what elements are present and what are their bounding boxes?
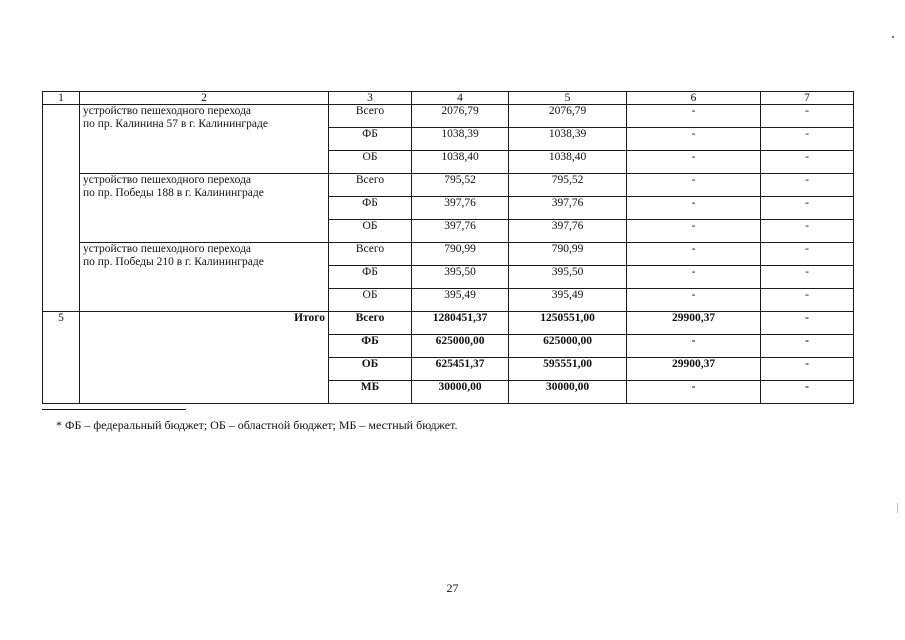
value-col5-cell: 1038,39 (509, 128, 627, 151)
project-name-line: по пр. Победы 210 в г. Калининграде (83, 256, 264, 268)
total-value-col4-cell: 30000,00 (412, 381, 509, 404)
value-col7-cell: - (761, 174, 854, 197)
value-col5-cell: 397,76 (509, 197, 627, 220)
value-col4-cell: 1038,39 (412, 128, 509, 151)
project-name-line: устройство пешеходного перехода (83, 174, 252, 186)
value-col5-cell: 395,49 (509, 289, 627, 312)
budget-table (42, 91, 854, 404)
scan-speck (892, 36, 894, 38)
value-col6-cell: - (627, 128, 761, 151)
value-col5-cell: 397,76 (509, 220, 627, 243)
project-name-line: по пр. Калинина 57 в г. Калининграде (83, 118, 268, 130)
table-row (43, 174, 854, 197)
row-number-cell (43, 105, 80, 312)
project-name-cell (80, 105, 329, 174)
value-col6-cell: - (627, 289, 761, 312)
col-number-2: 2 (80, 92, 329, 105)
source-cell: ФБ (329, 128, 412, 151)
value-col4-cell: 395,49 (412, 289, 509, 312)
col-number-3: 3 (329, 92, 412, 105)
total-value-col4-cell: 625451,37 (412, 358, 509, 381)
value-col5-cell: 395,50 (509, 266, 627, 289)
page-number: 27 (446, 581, 459, 595)
footnote: * ФБ – федеральный бюджет; ОБ – областной бюджет; МБ – местный бюджет. (56, 418, 458, 432)
source-cell: Всего (329, 243, 412, 266)
col-number-5: 5 (509, 92, 627, 105)
project-name-line: устройство пешеходного перехода (83, 105, 252, 117)
value-col7-cell: - (761, 197, 854, 220)
footnote-divider (42, 409, 186, 410)
total-value-col4-cell: 1280451,37 (412, 312, 509, 335)
value-col4-cell: 397,76 (412, 197, 509, 220)
source-cell: Всего (329, 105, 412, 128)
value-col6-cell: - (627, 151, 761, 174)
project-name-cell (80, 243, 329, 312)
col-number-4: 4 (412, 92, 509, 105)
total-value-col6-cell: 29900,37 (627, 358, 761, 381)
value-col6-cell: - (627, 266, 761, 289)
total-value-col6-cell: - (627, 381, 761, 404)
total-value-col4-cell: 625000,00 (412, 335, 509, 358)
source-cell: ФБ (329, 266, 412, 289)
value-col7-cell: - (761, 289, 854, 312)
total-value-col7-cell: - (761, 335, 854, 358)
value-col4-cell: 790,99 (412, 243, 509, 266)
value-col4-cell: 395,50 (412, 266, 509, 289)
source-cell: ОБ (329, 220, 412, 243)
source-cell: ОБ (329, 289, 412, 312)
total-value-col6-cell: - (627, 335, 761, 358)
total-value-col5-cell: 30000,00 (509, 381, 627, 404)
value-col6-cell: - (627, 105, 761, 128)
total-value-col7-cell: - (761, 358, 854, 381)
value-col6-cell: - (627, 197, 761, 220)
total-value-col7-cell: - (761, 381, 854, 404)
value-col6-cell: - (627, 220, 761, 243)
source-cell: ФБ (329, 197, 412, 220)
table-row (43, 105, 854, 128)
value-col7-cell: - (761, 243, 854, 266)
value-col6-cell: - (627, 243, 761, 266)
total-number-cell: 5 (43, 312, 80, 404)
total-value-col5-cell: 1250551,00 (509, 312, 627, 335)
value-col7-cell: - (761, 105, 854, 128)
source-cell: ОБ (329, 151, 412, 174)
total-label-cell: Итого (80, 312, 329, 404)
value-col5-cell: 2076,79 (509, 105, 627, 128)
project-name-line: устройство пешеходного перехода (83, 243, 252, 255)
value-col5-cell: 795,52 (509, 174, 627, 197)
scan-speck (897, 503, 898, 513)
col-number-6: 6 (627, 92, 761, 105)
total-source-cell: ОБ (329, 358, 412, 381)
value-col7-cell: - (761, 220, 854, 243)
project-name-cell (80, 174, 329, 243)
budget-table-body (43, 92, 854, 404)
value-col4-cell: 1038,40 (412, 151, 509, 174)
total-source-cell: МБ (329, 381, 412, 404)
value-col7-cell: - (761, 128, 854, 151)
col-number-1: 1 (43, 92, 80, 105)
total-row (43, 312, 854, 335)
value-col7-cell: - (761, 266, 854, 289)
value-col7-cell: - (761, 151, 854, 174)
total-value-col7-cell: - (761, 312, 854, 335)
total-source-cell: ФБ (329, 335, 412, 358)
value-col4-cell: 2076,79 (412, 105, 509, 128)
total-source-cell: Всего (329, 312, 412, 335)
value-col4-cell: 397,76 (412, 220, 509, 243)
value-col5-cell: 790,99 (509, 243, 627, 266)
project-name-line: по пр. Победы 188 в г. Калининграде (83, 187, 264, 199)
total-value-col6-cell: 29900,37 (627, 312, 761, 335)
column-number-row (43, 92, 854, 105)
value-col5-cell: 1038,40 (509, 151, 627, 174)
source-cell: Всего (329, 174, 412, 197)
col-number-7: 7 (761, 92, 854, 105)
value-col6-cell: - (627, 174, 761, 197)
total-value-col5-cell: 595551,00 (509, 358, 627, 381)
value-col4-cell: 795,52 (412, 174, 509, 197)
total-value-col5-cell: 625000,00 (509, 335, 627, 358)
table-row (43, 243, 854, 266)
